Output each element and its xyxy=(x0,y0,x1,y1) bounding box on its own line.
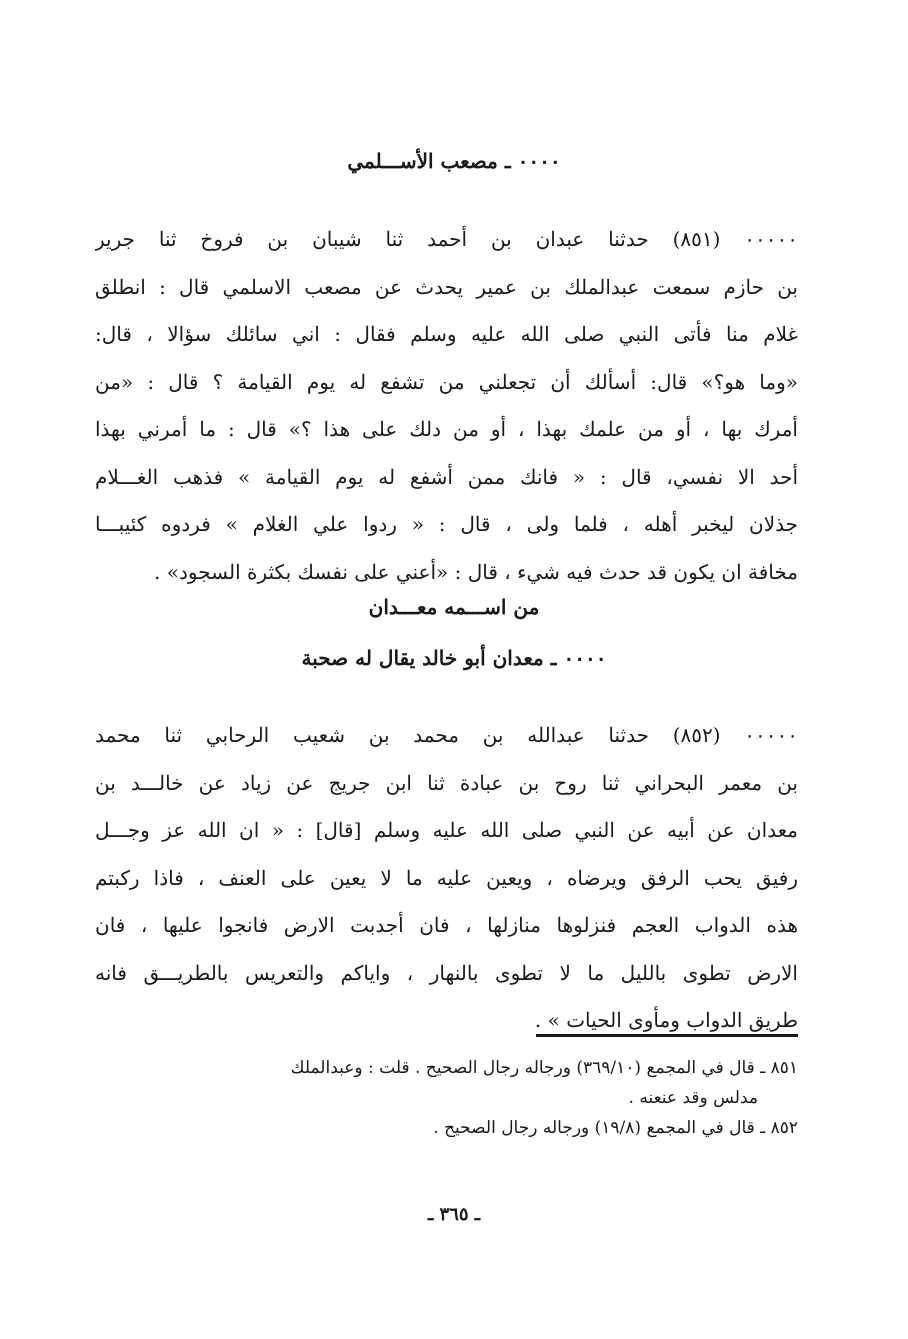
footnotes xyxy=(95,1053,798,1143)
footnote-divider xyxy=(536,1034,798,1037)
text-line: جذلان ليخبر أهله ، فلما ولى ، قال : « ردوا علي الغلام » فردوه كئيبـــا xyxy=(95,512,798,536)
text-line: غلام منا فأتى النبي صلى الله عليه وسلم فقال : اني سائلك سؤالا ، قال: xyxy=(95,322,798,346)
text-line: مخافة ان يكون قد حدث فيه شيء ، قال : «أعني على نفسك بكثرة السجود» . xyxy=(154,559,798,584)
footnote-851-continued: مدلس وقد عنعنه . xyxy=(628,1088,758,1108)
footnote-851: ٨٥١ ـ قال في المجمع (٣٦٩/١٠) ورجاله رجال الصحيح . قلت : وعبدالملك xyxy=(290,1058,798,1078)
section-heading-madan: ۰۰۰۰ ـ معدان أبو خالد يقال له صحبة xyxy=(301,646,607,670)
text-line: الارض تطوى بالليل ما لا تطوى بالنهار ، واياكم والتعريس بالطريـــق فانه xyxy=(95,960,798,985)
section-heading-musab: ۰۰۰۰ ـ مصعب الأســـلمي xyxy=(347,149,561,173)
text-line: بن حازم سمعت عبدالملك بن عمير يحدث عن مصعب الاسلمي قال : انطلق xyxy=(95,274,798,299)
text-line: أمرك بها ، أو من علمك بهذا ، أو من دلك على هذا ؟» قال : ما أمرني بهذا xyxy=(95,417,798,441)
text-line: ۰۰۰۰۰ (٨٥٢) حدثنا عبدالله بن محمد بن شعيب الرحابي ثنا محمد xyxy=(95,723,798,747)
page-number: ـ ٣٦٥ ـ xyxy=(427,1204,481,1225)
text-line: رفيق يحب الرفق ويرضاه ، ويعين عليه ما لا يعين على العنف ، فاذا ركبتم xyxy=(95,865,798,890)
text-line: أحد الا نفسي، قال : « فانك ممن أشفع له يوم القيامة » فذهب الغـــلام xyxy=(95,464,798,489)
text-line: ۰۰۰۰۰ (٨٥١) حدثنا عبدان بن أحمد ثنا شيبان بن فروخ ثنا جرير xyxy=(95,227,798,251)
text-line: بن معمر البحراني ثنا روح بن عبادة ثنا ابن جريج عن زياد عن خالـــد بن xyxy=(95,770,798,795)
hadith-851-text xyxy=(95,216,798,596)
text-line: هذه الدواب العجم فنزلوها منازلها ، فان أجدبت الارض فانجوا عليها ، فان xyxy=(95,913,798,937)
text-line: طريق الدواب ومأوى الحيات » . xyxy=(534,1008,798,1032)
footnote-852: ٨٥٢ ـ قال في المجمع (١٩/٨) ورجاله رجال الصحيح . xyxy=(433,1118,798,1138)
text-line: «وما هو؟» قال: أسألك أن تجعلني من تشفع له يوم القيامة ؟ قال : «من xyxy=(95,369,798,394)
text-line: معدان عن أبيه عن النبي صلى الله عليه وسلم [قال] : « ان الله عز وجـــل xyxy=(95,818,798,842)
section-subheading-madan: من اســـمه معـــدان xyxy=(368,595,540,619)
hadith-852-text xyxy=(95,712,798,1045)
